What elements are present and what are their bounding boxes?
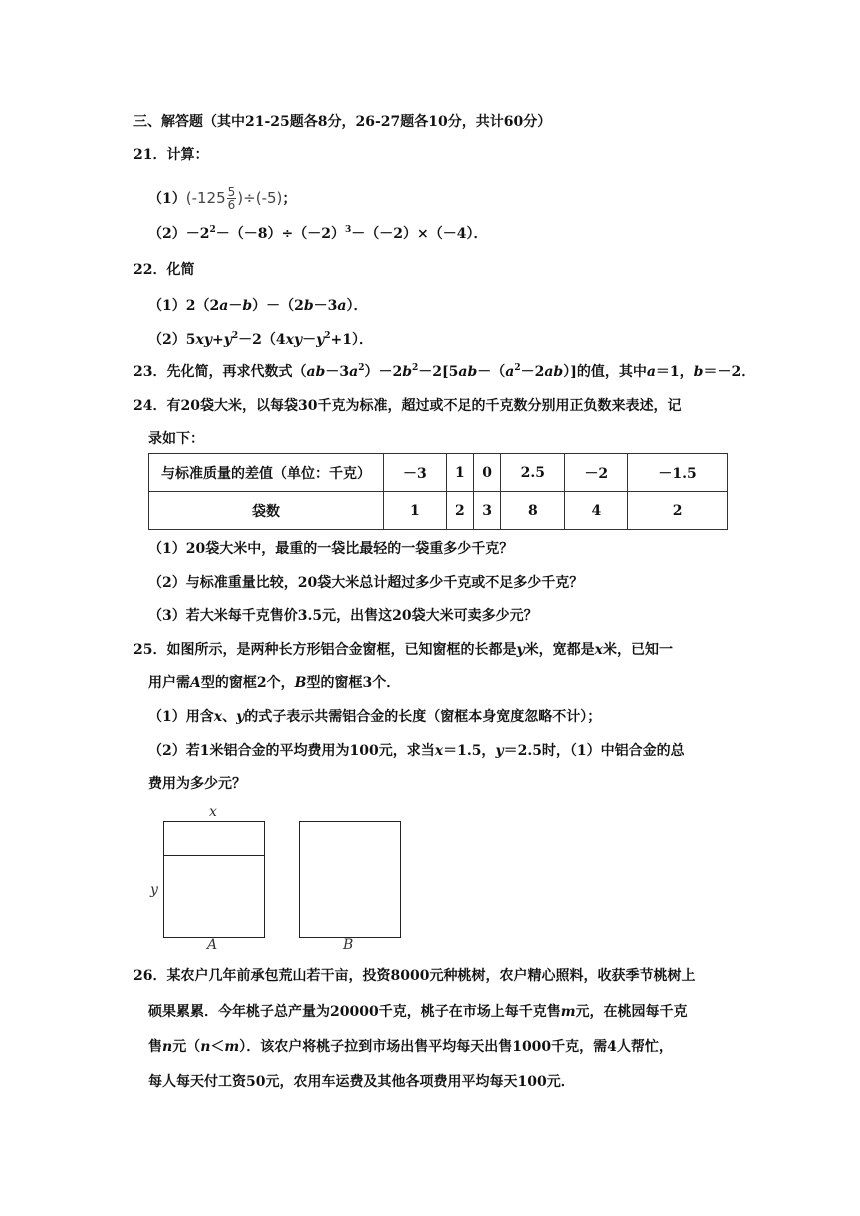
table-cell: 0 bbox=[473, 454, 500, 492]
table-cell: －2 bbox=[565, 454, 628, 492]
table-row bbox=[149, 492, 728, 530]
punctuation: ； bbox=[282, 191, 297, 207]
table-cell: 8 bbox=[501, 492, 565, 530]
width-label-x: x bbox=[209, 804, 217, 820]
table-cell: 3 bbox=[473, 492, 500, 530]
question-24 bbox=[133, 396, 681, 416]
q26-line-4: 每人每天付工资50元，农用车运费及其他各项费用平均每天100元． bbox=[148, 1074, 575, 1090]
table-cell: 1 bbox=[446, 454, 473, 492]
question-22 bbox=[133, 260, 194, 280]
table-cell: 1 bbox=[384, 492, 447, 530]
question-text: 某农户几年前承包荒山若干亩，投资8000元种桃树，农户精心照料，收获季节桃树上 bbox=[166, 968, 696, 984]
q24-part-1: （1）20袋大米中，最重的一袋比最轻的一袋重多少千克？ bbox=[148, 541, 514, 557]
question-text: 有20袋大米，以每袋30千克为标准，超过或不足的千克数分别用正负数来表述，记 bbox=[166, 398, 682, 414]
q26-line-2: 硕果累累．今年桃子总产量为20000千克，桃子在市场上每千克售m元，在桃园每千克 bbox=[148, 1004, 688, 1020]
frame-a-label: A bbox=[207, 937, 218, 953]
question-number: 22． bbox=[133, 262, 167, 278]
table-header-cell: 与标准质量的差值（单位：千克） bbox=[149, 454, 384, 492]
section-title: 三、解答题（其中21-25题各8分，26-27题各10分，共计60分） bbox=[133, 114, 552, 130]
frame-b-label: B bbox=[343, 937, 354, 953]
q21-part-1 bbox=[148, 186, 296, 211]
q22-part-2: $(2)5xy+y^2-2(4xy-y^2+1)$． bbox=[148, 331, 373, 348]
table-row bbox=[149, 454, 728, 492]
q22-part-1: （1）2（2a－b）－（2b－3a）． bbox=[148, 298, 368, 314]
frame-b bbox=[299, 821, 401, 938]
question-number: 24． bbox=[133, 398, 167, 414]
question-23: 23．先化简，再求代数式$(ab-3a^2)-2b^2-2[5ab-(a^2-2ab)]$的值，其中a＝1，b＝－2． bbox=[133, 363, 756, 380]
frame-a-crossbar bbox=[164, 855, 264, 856]
question-number: 21． bbox=[133, 147, 167, 163]
q24-line-2: 录如下： bbox=[148, 431, 204, 447]
q25-part-1: （1）用含x、y的式子表示共需铝合金的长度（窗框本身宽度忽略不计）； bbox=[148, 709, 602, 725]
table-cell: 2 bbox=[628, 492, 728, 530]
question-text: 计算： bbox=[166, 147, 209, 163]
table-cell: －1.5 bbox=[628, 454, 728, 492]
table-cell: 2.5 bbox=[501, 454, 565, 492]
math-expression: (-125 $\frac{5}{6}$ )÷(-5) bbox=[185, 185, 283, 212]
fraction bbox=[227, 186, 237, 211]
table-cell: 4 bbox=[565, 492, 628, 530]
q24-part-3: （3）若大米每千克售价3.5元，出售这20袋大米可卖多少元？ bbox=[148, 608, 538, 624]
question-25: 25．如图所示，是两种长方形铝合金窗框，已知窗框的长都是y米，宽都是x米，已知一 bbox=[133, 642, 673, 658]
q24-part-2: （2）与标准重量比较，20袋大米总计超过多少千克或不足多少千克？ bbox=[148, 575, 584, 591]
q21-part-2: $(2)-2^2-(-8)\div(-2)^3-(-2)\times(-4)$． bbox=[148, 225, 488, 242]
part-label: （1） bbox=[148, 191, 186, 207]
table-cell: 2 bbox=[446, 492, 473, 530]
fraction-denominator: 6 bbox=[227, 198, 236, 212]
question-text: 化简 bbox=[166, 262, 195, 278]
table-cell: －3 bbox=[384, 454, 447, 492]
q25-line-2: 用户需A型的窗框2个，B型的窗框3个． bbox=[148, 675, 401, 691]
q25-part-2-line-2: 费用为多少元？ bbox=[148, 776, 246, 792]
frame-a bbox=[163, 821, 265, 938]
rice-table bbox=[148, 453, 728, 530]
question-26 bbox=[133, 966, 695, 986]
question-21 bbox=[133, 145, 208, 165]
table-header-cell: 袋数 bbox=[149, 492, 384, 530]
fraction-numerator: 5 bbox=[227, 185, 236, 199]
height-label-y: y bbox=[150, 882, 158, 898]
q26-line-3: 售n元（n＜m）．该农户将桃子拉到市场出售平均每天出售1000千克，需4人帮忙， bbox=[148, 1039, 673, 1055]
question-number: 26． bbox=[133, 968, 167, 984]
q25-part-2: （2）若1米铝合金的平均费用为100元，求当x＝1.5，y＝2.5时，（1）中铝合金的总 bbox=[148, 743, 685, 759]
